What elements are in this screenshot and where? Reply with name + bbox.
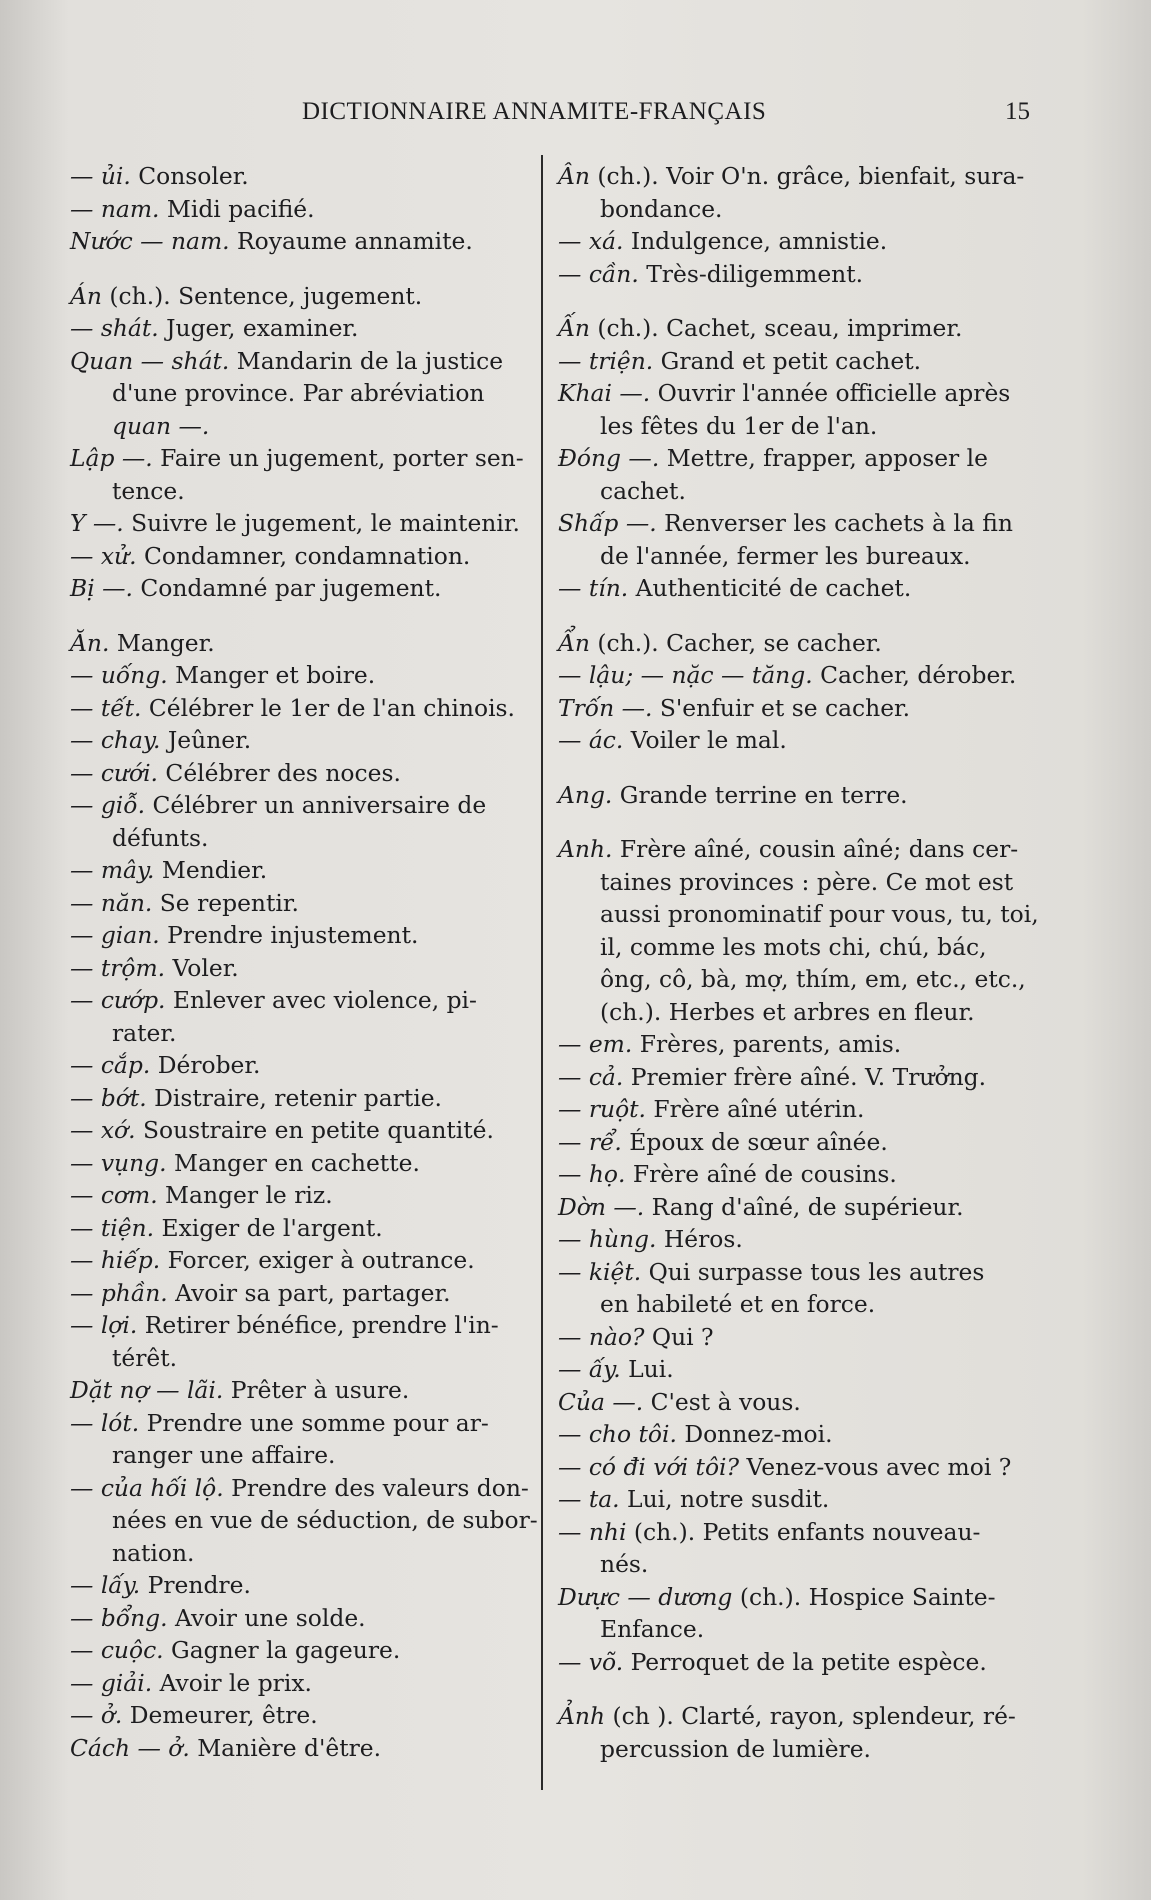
- french-definition: Manière d'être.: [189, 1733, 382, 1762]
- annamite-term: — cưới.: [70, 758, 158, 787]
- french-definition: Manger et boire.: [167, 661, 376, 689]
- entry-subentry-line: [70, 1472, 540, 1505]
- entry-subentry-line: [558, 1028, 1056, 1061]
- entry-subentry-line: [558, 1646, 1056, 1679]
- annamite-term: — bổng.: [70, 1603, 168, 1632]
- french-definition: (ch.). Voir O'n. grâce, bienfait, sura-: [589, 162, 1025, 190]
- annamite-term: — ruột.: [558, 1095, 646, 1123]
- annamite-term: Ăn.: [70, 628, 110, 657]
- french-definition: Très-diligemment.: [638, 259, 864, 288]
- entry-continuation-line: [558, 1613, 1056, 1646]
- entry-continuation-line: [70, 822, 540, 855]
- entry-continuation-line: [558, 540, 1056, 573]
- annamite-term: — ấy.: [558, 1355, 621, 1383]
- annamite-term: — lấy.: [70, 1571, 141, 1599]
- entry-continuation-line: [70, 377, 540, 410]
- french-definition: (ch ). Clarté, rayon, splendeur, ré-: [605, 1702, 1016, 1730]
- annamite-term: — võ.: [558, 1647, 624, 1676]
- annamite-term: — năn.: [70, 888, 153, 917]
- dictionary-entry: [558, 627, 1056, 757]
- entry-continuation-line: [70, 475, 540, 508]
- entry-subentry-line: [558, 1581, 1056, 1614]
- annamite-term: Ấn: [558, 314, 590, 342]
- entry-subentry-line: [70, 345, 540, 378]
- entry-subentry-line: [70, 1569, 540, 1602]
- annamite-term: — ủi.: [70, 162, 131, 190]
- french-definition: taines provinces : père. Ce mot est: [600, 867, 1014, 896]
- annamite-term: Của —.: [558, 1387, 644, 1416]
- french-definition: (ch.). Cacher, se cacher.: [589, 628, 882, 657]
- french-definition: (ch.). Petits enfants nouveau-: [626, 1517, 981, 1546]
- entry-subentry-line: [70, 1179, 540, 1212]
- entry-continuation-line: [70, 410, 540, 443]
- french-definition: Avoir une solde.: [167, 1603, 366, 1632]
- french-definition: Rang d'aîné, de supérieur.: [644, 1192, 964, 1221]
- entry-subentry-line: [70, 659, 540, 692]
- entry-subentry-line: [70, 1147, 540, 1180]
- french-definition: Authenticité de cachet.: [628, 574, 912, 602]
- entry-subentry-line: [70, 193, 540, 226]
- entry-subentry-line: [70, 1374, 540, 1407]
- french-definition: Ouvrir l'année officielle après: [650, 379, 1011, 407]
- entry-subentry-line: [558, 1191, 1056, 1224]
- annamite-term: — giải.: [70, 1668, 153, 1697]
- french-definition: Cacher, dérober.: [812, 661, 1017, 689]
- annamite-term: — lợi.: [70, 1311, 138, 1339]
- entry-subentry-line: [70, 854, 540, 887]
- french-definition: (ch.). Herbes et arbres en fleur.: [600, 997, 975, 1026]
- french-definition: Consoler.: [130, 162, 249, 190]
- french-definition: Frère aîné de cousins.: [625, 1160, 897, 1188]
- annamite-term: — shát.: [70, 314, 159, 342]
- entry-subentry-line: [558, 1321, 1056, 1354]
- french-definition: Indulgence, amnistie.: [623, 227, 888, 255]
- annamite-term: — trộm.: [70, 953, 166, 982]
- entry-subentry-line: [70, 572, 540, 605]
- french-definition: nation.: [112, 1538, 195, 1567]
- french-definition: Qui surpasse tous les autres: [641, 1257, 985, 1286]
- french-definition: Condamner, condamnation.: [136, 541, 471, 570]
- annamite-term: — uống.: [70, 661, 168, 689]
- entry-subentry-line: [558, 659, 1056, 692]
- annamite-term: Ẩn: [558, 628, 590, 657]
- french-definition: Distraire, retenir partie.: [146, 1083, 442, 1112]
- entry-continuation-line: [558, 996, 1056, 1029]
- annamite-term: — tín.: [558, 574, 629, 602]
- french-definition: Mettre, frapper, apposer le: [659, 444, 989, 472]
- annamite-term: — cần.: [558, 259, 639, 288]
- french-definition: (ch.). Hospice Sainte-: [732, 1582, 996, 1611]
- entry-continuation-line: [558, 410, 1056, 443]
- annamite-term: — tết.: [70, 693, 142, 722]
- french-definition: Forcer, exiger à outrance.: [160, 1246, 475, 1274]
- entry-headword-line: [70, 280, 540, 313]
- french-definition: Lui.: [620, 1355, 674, 1383]
- annamite-term: — xử.: [70, 541, 137, 570]
- french-definition: Premier frère aîné. V. Trưởng.: [623, 1062, 987, 1091]
- annamite-term: — cả.: [558, 1062, 624, 1091]
- annamite-term: Cách — ở.: [70, 1733, 190, 1762]
- french-definition: en habileté et en force.: [600, 1290, 876, 1318]
- french-definition: Voiler le mal.: [623, 726, 787, 754]
- entry-subentry-line: [70, 724, 540, 757]
- annamite-term: — tiện.: [70, 1213, 155, 1242]
- french-definition: nés.: [600, 1550, 649, 1578]
- french-definition: percussion de lumière.: [600, 1734, 871, 1763]
- french-definition: Manger.: [109, 628, 215, 657]
- annamite-term: — triện.: [558, 346, 654, 375]
- french-definition: tence.: [112, 476, 185, 505]
- french-definition: Enfance.: [600, 1615, 705, 1643]
- annamite-term: — bớt.: [70, 1083, 147, 1112]
- french-definition: nées en vue de séduction, de subor-: [112, 1506, 538, 1534]
- french-definition: C'est à vous.: [643, 1387, 801, 1416]
- annamite-term: Y —.: [70, 509, 124, 537]
- annamite-term: Anh.: [558, 835, 613, 863]
- french-definition: Faire un jugement, porter sen-: [152, 444, 524, 472]
- entry-subentry-line: [70, 1699, 540, 1732]
- entry-subentry-line: [558, 258, 1056, 291]
- french-definition: Demeurer, être.: [122, 1701, 318, 1729]
- entry-subentry-line: [558, 442, 1056, 475]
- annamite-term: — mây.: [70, 856, 155, 884]
- entry-subentry-line: [70, 1602, 540, 1635]
- entry-continuation-line: [558, 475, 1056, 508]
- entry-continuation-line: [70, 1439, 540, 1472]
- annamite-term: — chay.: [70, 726, 161, 754]
- left-column: [70, 160, 540, 1764]
- annamite-term: quan —.: [112, 411, 210, 440]
- annamite-term: — kiệt.: [558, 1257, 642, 1286]
- dictionary-entry: [558, 312, 1056, 605]
- entry-subentry-line: [70, 1244, 540, 1277]
- annamite-term: Án: [70, 281, 102, 310]
- french-definition: il, comme les mots chi, chú, bác,: [600, 932, 987, 961]
- french-definition: Jeûner.: [160, 726, 252, 754]
- dictionary-entry: [558, 833, 1056, 1678]
- annamite-term: — ở.: [70, 1701, 123, 1729]
- annamite-term: — có đi với tôi?: [558, 1452, 740, 1481]
- entry-subentry-line: [70, 887, 540, 920]
- column-rule: [541, 155, 543, 1790]
- french-definition: ông, cô, bà, mợ, thím, em, etc., etc.,: [600, 965, 1026, 993]
- entry-subentry-line: [558, 507, 1056, 540]
- french-definition: Qui ?: [644, 1322, 714, 1351]
- entry-headword-line: [558, 627, 1056, 660]
- entry-subentry-line: [70, 1309, 540, 1342]
- entry-subentry-line: [558, 1158, 1056, 1191]
- entry-continuation-line: [70, 1342, 540, 1375]
- entry-subentry-line: [70, 1082, 540, 1115]
- french-definition: Enlever avec violence, pi-: [165, 986, 477, 1014]
- french-definition: Frère aîné utérin.: [646, 1095, 865, 1123]
- french-definition: d'une province. Par abréviation: [112, 379, 485, 407]
- french-definition: Exiger de l'argent.: [154, 1213, 383, 1242]
- entry-subentry-line: [70, 442, 540, 475]
- annamite-term: Đóng —.: [558, 444, 660, 472]
- french-definition: Prendre des valeurs don-: [223, 1473, 529, 1502]
- entry-subentry-line: [558, 1256, 1056, 1289]
- entry-subentry-line: [558, 724, 1056, 757]
- running-title: DICTIONNAIRE ANNAMITE-FRANÇAIS: [302, 98, 767, 125]
- french-definition: les fêtes du 1er de l'an.: [600, 411, 878, 440]
- annamite-term: — em.: [558, 1030, 633, 1058]
- french-definition: Gagner la gageure.: [163, 1636, 401, 1664]
- entry-subentry-line: [70, 919, 540, 952]
- annamite-term: Lập —.: [70, 444, 153, 472]
- annamite-term: Dờn —.: [558, 1192, 645, 1221]
- french-definition: Dérober.: [150, 1051, 261, 1079]
- annamite-term: Dặt nợ — lãi.: [70, 1376, 224, 1404]
- french-definition: Grande terrine en terre.: [612, 780, 908, 809]
- entry-headword-line: [558, 160, 1056, 193]
- french-definition: Manger le riz.: [157, 1181, 333, 1209]
- annamite-term: Khai —.: [558, 379, 651, 407]
- entry-subentry-line: [558, 1126, 1056, 1159]
- entry-continuation-line: [558, 963, 1056, 996]
- entry-subentry-line: [70, 160, 540, 193]
- page-number: 15: [1005, 98, 1030, 125]
- annamite-term: — cho tôi.: [558, 1420, 677, 1448]
- french-definition: Mandarin de la justice: [229, 346, 504, 375]
- french-definition: Prendre injustement.: [159, 921, 419, 949]
- annamite-term: — cơm.: [70, 1181, 158, 1209]
- annamite-term: Ân: [558, 162, 590, 190]
- entry-subentry-line: [558, 1516, 1056, 1549]
- entry-headword-line: [558, 833, 1056, 866]
- french-definition: Prendre une somme pour ar-: [139, 1408, 489, 1437]
- french-definition: Juger, examiner.: [158, 314, 359, 342]
- french-definition: Royaume annamite.: [229, 227, 473, 255]
- annamite-term: — họ.: [558, 1160, 626, 1188]
- entry-subentry-line: [558, 692, 1056, 725]
- entry-subentry-line: [558, 1451, 1056, 1484]
- annamite-term: Ảnh: [558, 1702, 606, 1730]
- french-definition: (ch.). Cachet, sceau, imprimer.: [589, 314, 963, 342]
- annamite-term: — vụng.: [70, 1148, 167, 1177]
- running-head: [0, 98, 1151, 134]
- entry-subentry-line: [558, 1061, 1056, 1094]
- french-definition: aussi pronominatif pour vous, tu, toi,: [600, 900, 1039, 928]
- annamite-term: — cướp.: [70, 986, 166, 1014]
- annamite-term: — ác.: [558, 726, 624, 754]
- annamite-term: — gian.: [70, 921, 160, 949]
- entry-continuation-line: [70, 1504, 540, 1537]
- entry-headword-line: [558, 312, 1056, 345]
- annamite-term: — xớ.: [70, 1116, 136, 1144]
- french-definition: Héros.: [656, 1225, 743, 1253]
- entry-subentry-line: [558, 225, 1056, 258]
- dictionary-entry: [70, 627, 540, 1765]
- annamite-term: Ang.: [558, 780, 613, 809]
- annamite-term: — hùng.: [558, 1225, 657, 1253]
- dictionary-entry: [558, 1700, 1056, 1765]
- french-definition: Retirer bénéfice, prendre l'in-: [137, 1311, 499, 1339]
- french-definition: Avoir sa part, partager.: [167, 1278, 451, 1307]
- entry-headword-line: [558, 779, 1056, 812]
- french-definition: Se repentir.: [152, 888, 299, 917]
- entry-continuation-line: [558, 866, 1056, 899]
- entry-continuation-line: [70, 1017, 540, 1050]
- entry-subentry-line: [558, 1483, 1056, 1516]
- entry-subentry-line: [70, 540, 540, 573]
- entry-subentry-line: [70, 1407, 540, 1440]
- french-definition: Frère aîné, cousin aîné; dans cer-: [612, 835, 1019, 863]
- annamite-term: Nước — nam.: [70, 227, 230, 255]
- entry-subentry-line: [70, 984, 540, 1017]
- french-definition: Perroquet de la petite espèce.: [623, 1647, 987, 1676]
- entry-subentry-line: [70, 757, 540, 790]
- dictionary-entry: [70, 160, 540, 258]
- dictionary-entry: [70, 280, 540, 605]
- annamite-term: — cuộc.: [70, 1636, 164, 1664]
- french-definition: Célébrer le 1er de l'an chinois.: [141, 693, 515, 722]
- entry-subentry-line: [70, 789, 540, 822]
- annamite-term: — ta.: [558, 1485, 620, 1513]
- right-column: [558, 160, 1056, 1765]
- french-definition: Avoir le prix.: [152, 1668, 312, 1697]
- entry-subentry-line: [70, 312, 540, 345]
- entry-continuation-line: [70, 1537, 540, 1570]
- entry-subentry-line: [558, 1093, 1056, 1126]
- annamite-term: — cắp.: [70, 1051, 151, 1079]
- french-definition: Grand et petit cachet.: [653, 346, 922, 375]
- annamite-term: — nam.: [70, 194, 160, 223]
- entry-subentry-line: [558, 1386, 1056, 1419]
- annamite-term: Shấp —.: [558, 509, 657, 537]
- annamite-term: — giỗ.: [70, 791, 146, 819]
- entry-subentry-line: [70, 1634, 540, 1667]
- entry-subentry-line: [70, 1114, 540, 1147]
- french-definition: Venez-vous avec moi ?: [739, 1452, 1012, 1481]
- annamite-term: — nhi: [558, 1517, 627, 1546]
- french-definition: de l'année, fermer les bureaux.: [600, 541, 971, 570]
- entry-subentry-line: [70, 1212, 540, 1245]
- french-definition: Prêter à usure.: [223, 1376, 410, 1404]
- annamite-term: Dưực — dương: [558, 1582, 733, 1611]
- entry-continuation-line: [558, 1733, 1056, 1766]
- french-definition: Célébrer des noces.: [158, 758, 401, 787]
- entry-headword-line: [70, 627, 540, 660]
- entry-headword-line: [558, 1700, 1056, 1733]
- french-definition: térêt.: [112, 1343, 178, 1372]
- french-definition: (ch.). Sentence, jugement.: [101, 281, 423, 310]
- annamite-term: Trốn —.: [558, 693, 653, 722]
- dictionary-entry: [558, 779, 1056, 812]
- annamite-term: — xá.: [558, 227, 624, 255]
- french-definition: défunts.: [112, 823, 209, 852]
- entry-subentry-line: [558, 1353, 1056, 1386]
- annamite-term: — rể.: [558, 1127, 622, 1156]
- french-definition: Célébrer un anniversaire de: [145, 791, 487, 819]
- french-definition: Prendre.: [140, 1571, 251, 1599]
- entry-subentry-line: [70, 1277, 540, 1310]
- entry-continuation-line: [558, 1288, 1056, 1321]
- annamite-term: — hiếp.: [70, 1246, 161, 1274]
- french-definition: Frères, parents, amis.: [632, 1030, 902, 1058]
- entry-continuation-line: [558, 898, 1056, 931]
- annamite-term: Quan — shát.: [70, 346, 230, 375]
- dictionary-entry: [558, 160, 1056, 290]
- french-definition: rater.: [112, 1018, 177, 1047]
- entry-subentry-line: [70, 507, 540, 540]
- french-definition: Lui, notre susdit.: [619, 1485, 830, 1513]
- annamite-term: — nào?: [558, 1322, 645, 1351]
- french-definition: Soustraire en petite quantité.: [135, 1116, 494, 1144]
- entry-subentry-line: [70, 692, 540, 725]
- french-definition: Mendier.: [154, 856, 268, 884]
- french-definition: S'enfuir et se cacher.: [652, 693, 911, 722]
- entry-subentry-line: [70, 1732, 540, 1765]
- annamite-term: — phần.: [70, 1278, 168, 1307]
- annamite-term: Bị —.: [70, 574, 133, 602]
- entry-subentry-line: [558, 377, 1056, 410]
- entry-continuation-line: [558, 931, 1056, 964]
- entry-subentry-line: [70, 952, 540, 985]
- french-definition: Voler.: [165, 953, 239, 982]
- french-definition: Midi pacifié.: [159, 194, 315, 223]
- entry-subentry-line: [70, 1049, 540, 1082]
- entry-subentry-line: [558, 1418, 1056, 1451]
- entry-subentry-line: [558, 345, 1056, 378]
- entry-subentry-line: [558, 1223, 1056, 1256]
- entry-subentry-line: [558, 572, 1056, 605]
- french-definition: Condamné par jugement.: [132, 574, 442, 602]
- french-definition: bondance.: [600, 194, 723, 223]
- french-definition: ranger une affaire.: [112, 1441, 336, 1469]
- entry-continuation-line: [558, 1548, 1056, 1581]
- entry-continuation-line: [558, 193, 1056, 226]
- annamite-term: — lót.: [70, 1408, 140, 1437]
- french-definition: Suivre le jugement, le maintenir.: [123, 509, 520, 537]
- french-definition: Donnez-moi.: [676, 1420, 833, 1448]
- french-definition: Époux de sœur aînée.: [621, 1127, 888, 1156]
- annamite-term: — của hối lộ.: [70, 1473, 224, 1502]
- french-definition: cachet.: [600, 476, 686, 505]
- french-definition: Manger en cachette.: [166, 1148, 420, 1177]
- french-definition: Renverser les cachets à la fin: [656, 509, 1013, 537]
- entry-subentry-line: [70, 1667, 540, 1700]
- entry-subentry-line: [70, 225, 540, 258]
- annamite-term: — lậu; — nặc — tăng.: [558, 661, 813, 689]
